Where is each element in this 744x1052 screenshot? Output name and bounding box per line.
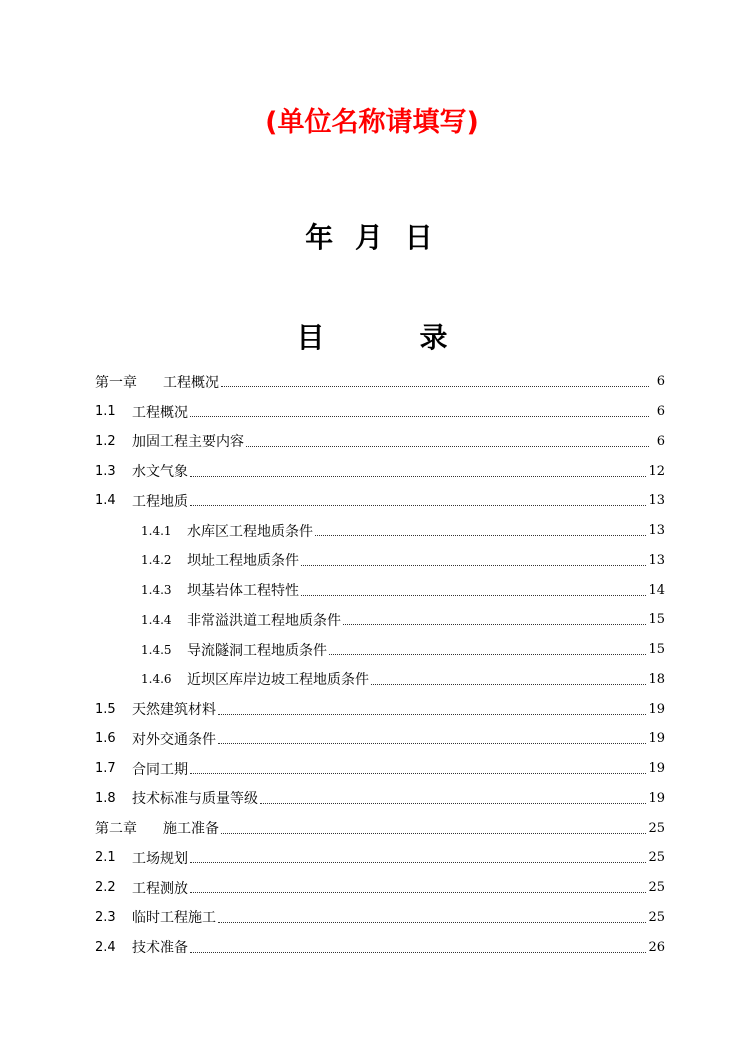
toc-entry-page: 19 <box>648 731 665 747</box>
toc-title <box>0 316 744 356</box>
toc-entry-number: 1.2 <box>95 433 116 449</box>
toc-entry[interactable] <box>95 903 665 933</box>
toc-entry-title: 技术标准与质量等级 <box>132 791 258 808</box>
toc-dot-leader <box>343 610 646 625</box>
toc-entry-page: 25 <box>648 909 665 925</box>
date-line: 年 月 日 <box>305 221 439 254</box>
toc-entry-title: 导流隧洞工程地质条件 <box>187 642 327 659</box>
toc-dot-leader <box>221 819 646 834</box>
toc-entry-number: 1.4.1 <box>141 523 172 538</box>
toc-entry[interactable] <box>95 784 665 814</box>
toc-entry-number: 1.4.6 <box>141 672 172 687</box>
toc-dot-leader <box>221 372 649 387</box>
toc-dot-leader <box>301 551 646 566</box>
toc-entry[interactable] <box>95 575 665 605</box>
toc-entry-title: 坝基岩体工程特性 <box>187 583 299 600</box>
toc-entry[interactable] <box>95 427 665 457</box>
toc-entry[interactable] <box>95 367 665 397</box>
toc-entry-title: 技术准备 <box>132 940 188 957</box>
toc-entry[interactable] <box>95 754 665 784</box>
toc-entry-title: 近坝区库岸边坡工程地质条件 <box>187 672 369 689</box>
toc-entry-number: 2.1 <box>95 850 116 866</box>
toc-entry-page: 19 <box>648 761 665 777</box>
toc-entry-title: 工场规划 <box>132 850 188 867</box>
toc-entry-page: 19 <box>648 701 665 717</box>
toc-entry-number: 1.6 <box>95 731 116 747</box>
toc-entry[interactable] <box>95 397 665 427</box>
toc-entry-title: 合同工期 <box>132 761 188 778</box>
toc-entry-page: 15 <box>648 642 665 658</box>
toc-dot-leader <box>190 848 646 863</box>
toc-entry[interactable] <box>95 932 665 962</box>
toc-dot-leader <box>329 640 646 655</box>
toc-entry-page: 25 <box>648 850 665 866</box>
toc-entry-number: 1.3 <box>95 463 116 479</box>
toc-entry-title: 加固工程主要内容 <box>132 434 244 451</box>
toc-entry-number: 1.5 <box>95 701 116 717</box>
toc-entry[interactable] <box>95 456 665 486</box>
toc-entry[interactable] <box>95 813 665 843</box>
toc-entry-number: 1.8 <box>95 790 116 806</box>
toc-dot-leader <box>190 938 646 953</box>
toc-entry-number: 第一章 <box>95 374 137 391</box>
toc-entry-page: 25 <box>648 880 665 896</box>
toc-entry-number: 1.4.5 <box>141 642 172 657</box>
toc-entry-page: 25 <box>648 820 665 836</box>
toc-title-left: 目 <box>296 321 325 354</box>
toc-entry[interactable] <box>95 605 665 635</box>
toc-entry-title: 水文气象 <box>132 464 188 481</box>
toc-entry-title: 施工准备 <box>163 821 219 838</box>
toc-entry-title: 对外交通条件 <box>132 731 216 748</box>
toc-dot-leader <box>218 700 646 715</box>
toc-dot-leader <box>246 432 649 447</box>
toc-entry-title: 工程测放 <box>132 880 188 897</box>
toc-entry[interactable] <box>95 516 665 546</box>
toc-entry-number: 2.2 <box>95 880 116 896</box>
toc-entry-page: 6 <box>656 404 665 420</box>
toc-entry[interactable] <box>95 635 665 665</box>
table-of-contents <box>95 367 665 962</box>
toc-entry-number: 1.4 <box>95 493 116 509</box>
toc-dot-leader <box>260 789 646 804</box>
toc-entry-title: 临时工程施工 <box>132 910 216 927</box>
toc-entry-number: 1.4.2 <box>141 553 172 568</box>
toc-entry-page: 14 <box>648 582 665 598</box>
toc-dot-leader <box>190 402 649 417</box>
toc-entry-page: 13 <box>648 523 665 539</box>
toc-entry-page: 13 <box>648 493 665 509</box>
toc-entry-page: 6 <box>656 433 665 449</box>
toc-entry-title: 天然建筑材料 <box>132 702 216 719</box>
toc-dot-leader <box>315 521 646 536</box>
toc-entry-page: 13 <box>648 552 665 568</box>
toc-entry-page: 6 <box>656 374 665 390</box>
toc-entry-title: 水库区工程地质条件 <box>187 523 313 540</box>
toc-entry[interactable] <box>95 724 665 754</box>
toc-entry-page: 12 <box>648 463 665 479</box>
toc-dot-leader <box>301 581 646 596</box>
toc-dot-leader <box>190 878 646 893</box>
toc-dot-leader <box>190 759 646 774</box>
toc-entry[interactable] <box>95 486 665 516</box>
toc-entry[interactable] <box>95 843 665 873</box>
toc-dot-leader <box>190 462 646 477</box>
toc-entry-title: 非常溢洪道工程地质条件 <box>187 612 341 629</box>
toc-entry-page: 18 <box>648 671 665 687</box>
toc-entry-page: 15 <box>648 612 665 628</box>
toc-entry-title: 工程概况 <box>163 374 219 391</box>
toc-dot-leader <box>218 729 646 744</box>
toc-entry-title: 工程概况 <box>132 404 188 421</box>
toc-entry-number: 1.4.4 <box>141 612 172 627</box>
toc-title-right: 录 <box>419 321 448 354</box>
toc-entry-page: 19 <box>648 790 665 806</box>
toc-entry-number: 2.3 <box>95 909 116 925</box>
toc-entry-title: 坝址工程地质条件 <box>187 553 299 570</box>
organization-name: (单位名称请填写) <box>265 107 479 138</box>
toc-entry-number: 1.7 <box>95 761 116 777</box>
toc-dot-leader <box>371 670 646 685</box>
toc-entry-number: 1.1 <box>95 404 116 420</box>
toc-entry-number: 2.4 <box>95 939 116 955</box>
toc-entry-page: 26 <box>648 939 665 955</box>
toc-dot-leader <box>218 908 646 923</box>
toc-entry[interactable] <box>95 694 665 724</box>
toc-entry[interactable] <box>95 873 665 903</box>
toc-entry[interactable] <box>95 546 665 576</box>
toc-entry-number: 第二章 <box>95 821 137 838</box>
toc-entry-number: 1.4.3 <box>141 583 172 598</box>
toc-entry[interactable] <box>95 665 665 695</box>
toc-entry-title: 工程地质 <box>132 493 188 510</box>
toc-dot-leader <box>190 491 646 506</box>
